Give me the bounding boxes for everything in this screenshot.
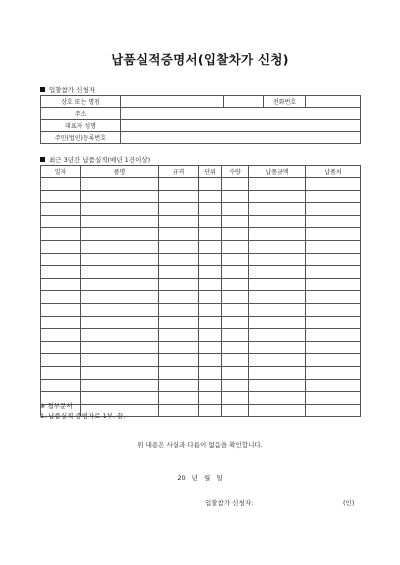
table-cell[interactable]: [41, 266, 81, 279]
table-cell[interactable]: [159, 178, 199, 191]
col-item-name: 품명: [81, 166, 159, 178]
records-body: [41, 178, 361, 417]
date-line: 20 년 월 일: [177, 474, 223, 482]
table-cell[interactable]: [306, 341, 361, 354]
table-cell[interactable]: [41, 341, 81, 354]
table-cell[interactable]: [199, 291, 222, 304]
table-cell[interactable]: [159, 203, 199, 216]
table-cell[interactable]: [249, 203, 306, 216]
table-cell[interactable]: [199, 215, 222, 228]
table-cell[interactable]: [222, 329, 249, 342]
table-cell[interactable]: [81, 240, 159, 253]
table-cell[interactable]: [249, 278, 306, 291]
table-cell[interactable]: [41, 278, 81, 291]
table-cell[interactable]: [222, 215, 249, 228]
representative-label: 대표자 성명: [41, 120, 121, 132]
table-cell[interactable]: [81, 228, 159, 241]
table-cell[interactable]: [222, 316, 249, 329]
applicant-row-address: [41, 108, 361, 120]
table-cell[interactable]: [199, 329, 222, 342]
table-cell[interactable]: [222, 354, 249, 367]
table-cell[interactable]: [249, 303, 306, 316]
table-row: [41, 190, 361, 203]
table-cell[interactable]: [249, 392, 306, 405]
table-cell[interactable]: [159, 366, 199, 379]
table-cell[interactable]: [41, 228, 81, 241]
table-cell[interactable]: [199, 379, 222, 392]
table-cell[interactable]: [306, 215, 361, 228]
table-cell[interactable]: [199, 316, 222, 329]
company-value[interactable]: [121, 96, 224, 108]
phone-value[interactable]: [306, 96, 361, 108]
table-cell[interactable]: [81, 303, 159, 316]
col-quantity: 수량: [222, 166, 249, 178]
applicant-section-text: 입찰참가 신청자: [49, 86, 96, 94]
table-row: [41, 203, 361, 216]
table-cell[interactable]: [81, 341, 159, 354]
table-cell[interactable]: [222, 404, 249, 417]
table-cell[interactable]: [249, 329, 306, 342]
table-cell[interactable]: [199, 190, 222, 203]
table-cell[interactable]: [222, 203, 249, 216]
table-cell[interactable]: [222, 228, 249, 241]
table-cell[interactable]: [81, 316, 159, 329]
table-cell[interactable]: [306, 291, 361, 304]
table-row: [41, 329, 361, 342]
table-cell[interactable]: [306, 404, 361, 417]
address-value[interactable]: [121, 108, 361, 120]
square-bullet-icon: [40, 157, 45, 162]
applicant-row-reg-no: [41, 132, 361, 144]
table-cell[interactable]: [222, 178, 249, 191]
table-cell[interactable]: [81, 178, 159, 191]
table-cell[interactable]: [249, 215, 306, 228]
table-cell[interactable]: [159, 278, 199, 291]
table-cell[interactable]: [81, 354, 159, 367]
table-cell[interactable]: [222, 392, 249, 405]
table-cell[interactable]: [159, 316, 199, 329]
table-cell[interactable]: [81, 190, 159, 203]
signature-label: 입찰참가 신청자:: [205, 499, 254, 507]
table-cell[interactable]: [306, 379, 361, 392]
attachments-item: 1. 납품실적 증빙자료 1부. 끝.: [40, 412, 126, 420]
table-cell[interactable]: [81, 266, 159, 279]
records-section-label: [40, 155, 150, 164]
table-cell[interactable]: [249, 379, 306, 392]
table-row: [41, 240, 361, 253]
table-cell[interactable]: [306, 253, 361, 266]
table-cell[interactable]: [306, 303, 361, 316]
applicant-section-label: [40, 85, 95, 94]
company-value-ext[interactable]: [224, 96, 264, 108]
table-cell[interactable]: [222, 240, 249, 253]
attachments-heading: ※ 첨부문서: [40, 402, 73, 410]
table-cell[interactable]: [159, 291, 199, 304]
table-cell[interactable]: [41, 379, 81, 392]
table-cell[interactable]: [159, 215, 199, 228]
seal-mark: (인): [343, 499, 355, 507]
applicant-row-company: [41, 96, 361, 108]
table-cell[interactable]: [249, 366, 306, 379]
table-cell[interactable]: [249, 341, 306, 354]
table-cell[interactable]: [41, 178, 81, 191]
table-cell[interactable]: [199, 240, 222, 253]
table-cell[interactable]: [222, 303, 249, 316]
table-cell[interactable]: [222, 190, 249, 203]
records-section-text: 최근 3년간 납품실적(매년 1건이상): [49, 156, 151, 164]
table-cell[interactable]: [199, 341, 222, 354]
table-cell[interactable]: [41, 203, 81, 216]
table-cell[interactable]: [249, 316, 306, 329]
table-cell[interactable]: [306, 178, 361, 191]
table-cell[interactable]: [81, 215, 159, 228]
table-cell[interactable]: [306, 266, 361, 279]
table-cell[interactable]: [159, 329, 199, 342]
reg-no-value[interactable]: [121, 132, 361, 144]
applicant-row-representative: [41, 120, 361, 132]
table-cell[interactable]: [41, 190, 81, 203]
table-row: [41, 266, 361, 279]
table-cell[interactable]: [306, 366, 361, 379]
col-date: 일자: [41, 166, 81, 178]
table-cell[interactable]: [199, 392, 222, 405]
table-cell[interactable]: [249, 253, 306, 266]
table-cell[interactable]: [199, 278, 222, 291]
table-cell[interactable]: [159, 190, 199, 203]
table-cell[interactable]: [249, 354, 306, 367]
table-row: [41, 178, 361, 191]
table-cell[interactable]: [81, 329, 159, 342]
table-cell[interactable]: [81, 291, 159, 304]
reg-no-label: 주민(법인)등록번호: [41, 132, 121, 144]
col-amount: 납품금액: [249, 166, 306, 178]
table-cell[interactable]: [159, 266, 199, 279]
table-cell[interactable]: [159, 253, 199, 266]
table-cell[interactable]: [306, 240, 361, 253]
table-cell[interactable]: [222, 379, 249, 392]
col-recipient: 납품처: [306, 166, 361, 178]
table-row: [41, 291, 361, 304]
table-cell[interactable]: [199, 354, 222, 367]
table-row: [41, 215, 361, 228]
table-cell[interactable]: [249, 291, 306, 304]
table-cell[interactable]: [159, 341, 199, 354]
table-cell[interactable]: [249, 190, 306, 203]
col-spec: 규격: [159, 166, 199, 178]
table-cell[interactable]: [249, 178, 306, 191]
company-label: 상호 또는 명칭: [41, 96, 121, 108]
table-cell[interactable]: [159, 379, 199, 392]
table-row: [41, 379, 361, 392]
table-cell[interactable]: [199, 266, 222, 279]
table-row: [41, 228, 361, 241]
table-row: [41, 303, 361, 316]
table-cell[interactable]: [199, 366, 222, 379]
table-cell[interactable]: [159, 404, 199, 417]
records-header-row: [41, 166, 361, 178]
table-cell[interactable]: [41, 215, 81, 228]
table-cell[interactable]: [249, 404, 306, 417]
table-cell[interactable]: [41, 240, 81, 253]
table-cell[interactable]: [41, 354, 81, 367]
table-cell[interactable]: [41, 291, 81, 304]
table-cell[interactable]: [159, 392, 199, 405]
table-cell[interactable]: [41, 316, 81, 329]
table-cell[interactable]: [81, 366, 159, 379]
table-cell[interactable]: [222, 291, 249, 304]
table-cell[interactable]: [199, 178, 222, 191]
confirmation-text: 위 내용은 사실과 다름이 없음을 확인합니다.: [137, 441, 263, 449]
records-table: [40, 165, 361, 417]
table-cell[interactable]: [159, 240, 199, 253]
table-row: [41, 341, 361, 354]
attachments-block: [40, 401, 126, 421]
table-row: [41, 316, 361, 329]
table-cell[interactable]: [249, 240, 306, 253]
table-cell[interactable]: [159, 354, 199, 367]
representative-value[interactable]: [121, 120, 361, 132]
table-cell[interactable]: [199, 303, 222, 316]
table-row: [41, 354, 361, 367]
table-cell[interactable]: [41, 303, 81, 316]
table-cell[interactable]: [306, 190, 361, 203]
table-cell[interactable]: [81, 379, 159, 392]
table-cell[interactable]: [306, 203, 361, 216]
table-cell[interactable]: [306, 228, 361, 241]
table-cell[interactable]: [306, 316, 361, 329]
table-cell[interactable]: [41, 366, 81, 379]
col-unit: 단위: [199, 166, 222, 178]
table-cell[interactable]: [81, 278, 159, 291]
table-cell[interactable]: [306, 278, 361, 291]
square-bullet-icon: [40, 87, 45, 92]
table-cell[interactable]: [199, 404, 222, 417]
table-cell[interactable]: [199, 253, 222, 266]
table-cell[interactable]: [159, 303, 199, 316]
table-row: [41, 278, 361, 291]
table-cell[interactable]: [81, 203, 159, 216]
table-cell[interactable]: [81, 253, 159, 266]
table-cell[interactable]: [199, 228, 222, 241]
table-cell[interactable]: [41, 329, 81, 342]
document-title: 납품실적증명서(입찰차가 신청): [111, 52, 289, 67]
table-row: [41, 253, 361, 266]
table-cell[interactable]: [199, 203, 222, 216]
table-cell[interactable]: [306, 329, 361, 342]
table-cell[interactable]: [222, 278, 249, 291]
table-cell[interactable]: [249, 266, 306, 279]
address-label: 주소: [41, 108, 121, 120]
table-cell[interactable]: [306, 354, 361, 367]
table-cell[interactable]: [41, 253, 81, 266]
table-row: [41, 366, 361, 379]
table-cell[interactable]: [306, 392, 361, 405]
table-cell[interactable]: [222, 341, 249, 354]
table-cell[interactable]: [222, 366, 249, 379]
table-cell[interactable]: [222, 253, 249, 266]
table-cell[interactable]: [222, 266, 249, 279]
table-cell[interactable]: [249, 228, 306, 241]
phone-label: 전화번호: [264, 96, 306, 108]
applicant-table: [40, 95, 361, 144]
table-cell[interactable]: [159, 228, 199, 241]
